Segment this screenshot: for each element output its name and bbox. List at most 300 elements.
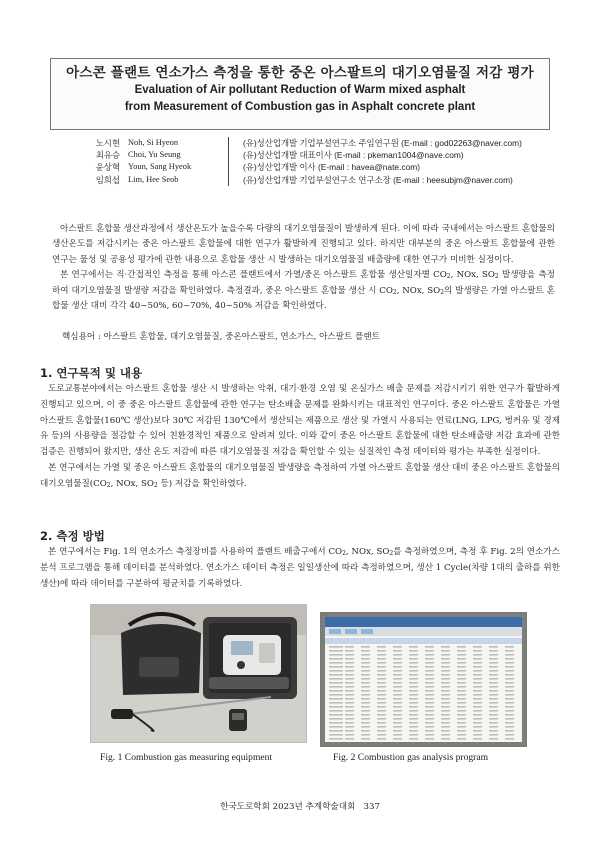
table-cell-placeholder — [473, 666, 482, 668]
table-cell-placeholder — [377, 662, 386, 664]
figure-1-equipment-photo — [90, 604, 307, 743]
table-cell-placeholder — [377, 678, 386, 680]
abstract — [52, 222, 555, 314]
table-cell-placeholder — [441, 698, 450, 700]
keywords: 핵심용어 : 아스팔트 혼합물, 대기오염물질, 중온아스팔트, 연소가스, 아스팔트 플랜트 — [62, 332, 380, 342]
table-cell-placeholder — [409, 666, 418, 668]
table-cell-placeholder — [393, 718, 402, 720]
table-cell-placeholder — [489, 670, 498, 672]
table-cell-placeholder — [361, 690, 370, 692]
table-cell-placeholder — [489, 718, 498, 720]
table-cell-placeholder — [329, 738, 343, 740]
table-cell-placeholder — [361, 730, 370, 732]
table-cell-placeholder — [393, 686, 402, 688]
table-cell-placeholder — [505, 726, 514, 728]
table-cell-placeholder — [377, 658, 386, 660]
table-cell-placeholder — [457, 710, 466, 712]
table-cell-placeholder — [361, 706, 370, 708]
table-cell-placeholder — [489, 702, 498, 704]
author-row — [92, 137, 562, 149]
table-cell-placeholder — [393, 706, 402, 708]
table-cell-placeholder — [505, 654, 514, 656]
table-cell-placeholder — [425, 666, 434, 668]
section-heading-2: 2. 측정 방법 — [40, 529, 105, 543]
table-cell-placeholder — [505, 686, 514, 688]
table-cell-placeholder — [409, 670, 418, 672]
author-row — [92, 149, 562, 161]
table-cell-placeholder — [345, 710, 354, 712]
table-cell-placeholder — [489, 730, 498, 732]
table-cell-placeholder — [441, 714, 450, 716]
table-cell-placeholder — [393, 714, 402, 716]
table-cell-placeholder — [505, 710, 514, 712]
author-affiliation: (유)성산업개발 대표이사 (E-mail : pkeman1004@nave.com) — [243, 150, 464, 161]
table-cell-placeholder — [409, 698, 418, 700]
author-name-korean: 최유승 — [95, 150, 120, 161]
table-cell-placeholder — [489, 678, 498, 680]
table-cell-placeholder — [441, 666, 450, 668]
table-cell-placeholder — [441, 734, 450, 736]
table-cell-placeholder — [393, 702, 402, 704]
table-cell-placeholder — [505, 718, 514, 720]
table-cell-placeholder — [329, 694, 343, 696]
table-cell-placeholder — [329, 710, 343, 712]
table-cell-placeholder — [345, 722, 354, 724]
abstract-paragraph-1: 아스팔트 혼합물 생산과정에서 생산온도가 높을수록 다량의 대기오염물질이 발생하게 된다. 이에 따라 국내에서는 아스팔트 혼합물의 생산온도를 저감시키는 중온 아스팔트 혼합물에 대한 연구가 활발하게 진행되고 있다. 하지만 대부분의 중온 아스팔트 혼합물에 관한 연구는 물성 및 공용성 평가에 관한 내용으로 혼합물 생산 시 발생하는 대기오염물질 배출량에 대한 연구가 미비한 실정이다. — [52, 224, 555, 265]
table-cell-placeholder — [329, 646, 343, 648]
table-cell-placeholder — [409, 686, 418, 688]
table-cell-placeholder — [409, 662, 418, 664]
table-cell-placeholder — [425, 690, 434, 692]
table-cell-placeholder — [441, 702, 450, 704]
table-cell-placeholder — [377, 654, 386, 656]
table-cell-placeholder — [377, 670, 386, 672]
table-cell-placeholder — [505, 694, 514, 696]
table-cell-placeholder — [361, 670, 370, 672]
table-cell-placeholder — [505, 658, 514, 660]
table-cell-placeholder — [489, 650, 498, 652]
table-cell-placeholder — [473, 738, 482, 740]
table-cell-placeholder — [393, 678, 402, 680]
table-cell-placeholder — [409, 694, 418, 696]
table-cell-placeholder — [441, 670, 450, 672]
table-cell-placeholder — [409, 730, 418, 732]
figure-2-caption: Fig. 2 Combustion gas analysis program — [333, 752, 489, 763]
table-cell-placeholder — [489, 646, 498, 648]
table-cell-placeholder — [361, 710, 370, 712]
table-cell-placeholder — [425, 662, 434, 664]
table-cell-placeholder — [425, 710, 434, 712]
table-cell-placeholder — [345, 734, 354, 736]
text-run: , NOx, SO — [450, 270, 495, 281]
table-cell-placeholder — [377, 690, 386, 692]
table-cell-placeholder — [473, 650, 482, 652]
author-list — [92, 137, 562, 186]
table-cell-placeholder — [345, 718, 354, 720]
table-cell-placeholder — [473, 646, 482, 648]
table-cell-placeholder — [345, 658, 354, 660]
table-cell-placeholder — [441, 718, 450, 720]
table-cell-placeholder — [457, 678, 466, 680]
table-cell-placeholder — [409, 726, 418, 728]
table-cell-placeholder — [489, 682, 498, 684]
abstract-paragraph-2 — [52, 268, 555, 314]
table-cell-placeholder — [457, 666, 466, 668]
table-cell-placeholder — [457, 702, 466, 704]
table-cell-placeholder — [409, 706, 418, 708]
table-cell-placeholder — [361, 666, 370, 668]
table-cell-placeholder — [473, 682, 482, 684]
table-cell-placeholder — [441, 650, 450, 652]
table-cell-placeholder — [361, 674, 370, 676]
table-cell-placeholder — [377, 734, 386, 736]
table-cell-placeholder — [361, 694, 370, 696]
equipment-photo-illustration — [91, 605, 306, 742]
table-cell-placeholder — [329, 658, 343, 660]
table-cell-placeholder — [393, 674, 402, 676]
table-cell-placeholder — [329, 722, 343, 724]
table-cell-placeholder — [345, 670, 354, 672]
table-cell-placeholder — [489, 706, 498, 708]
table-cell-placeholder — [345, 662, 354, 664]
table-cell-placeholder — [457, 662, 466, 664]
author-affiliation: (유)성산업개발 이사 (E-mail : havea@nate.com) — [243, 162, 421, 173]
table-cell-placeholder — [489, 738, 498, 740]
table-cell-placeholder — [457, 706, 466, 708]
table-cell-placeholder — [377, 706, 386, 708]
author-name-korean: 윤상혁 — [95, 162, 120, 173]
table-cell-placeholder — [409, 678, 418, 680]
table-cell-placeholder — [473, 706, 482, 708]
table-cell-placeholder — [425, 698, 434, 700]
table-cell-placeholder — [409, 690, 418, 692]
table-cell-placeholder — [393, 682, 402, 684]
table-cell-placeholder — [457, 690, 466, 692]
table-cell-placeholder — [393, 730, 402, 732]
author-row — [92, 161, 562, 173]
table-cell-placeholder — [409, 734, 418, 736]
table-cell-placeholder — [473, 674, 482, 676]
author-name-english: Choi, Yu Seung — [128, 150, 181, 160]
table-cell-placeholder — [409, 714, 418, 716]
table-cell-placeholder — [377, 674, 386, 676]
text-run: , NOx, SO — [345, 547, 390, 557]
table-cell-placeholder — [425, 686, 434, 688]
table-cell-placeholder — [505, 730, 514, 732]
table-cell-placeholder — [489, 666, 498, 668]
page-footer — [0, 800, 600, 812]
author-divider — [228, 161, 239, 173]
table-cell-placeholder — [345, 654, 354, 656]
table-cell-placeholder — [377, 694, 386, 696]
table-cell-placeholder — [361, 698, 370, 700]
table-cell-placeholder — [329, 714, 343, 716]
table-cell-placeholder — [489, 710, 498, 712]
title-english-line2: from Measurement of Combustion gas in Asphalt concrete plant — [124, 101, 476, 113]
table-cell-placeholder — [441, 646, 450, 648]
table-cell-placeholder — [329, 726, 343, 728]
table-cell-placeholder — [425, 646, 434, 648]
table-cell-placeholder — [345, 674, 354, 676]
table-cell-placeholder — [345, 682, 354, 684]
table-cell-placeholder — [441, 694, 450, 696]
table-cell-placeholder — [457, 738, 466, 740]
author-affiliation: (유)성산업개발 기업부설연구소 주임연구원 (E-mail : god02263@naver.com) — [243, 138, 522, 148]
table-cell-placeholder — [441, 682, 450, 684]
table-cell-placeholder — [393, 694, 402, 696]
section-heading-1: 1. 연구목적 및 내용 — [40, 366, 143, 380]
table-cell-placeholder — [361, 722, 370, 724]
text-run: 의 발생량은 가열 아스팔트 혼합물 생산 대비 각각 40~50%, 60~70%, 40~50% 저감을 확인하였다. — [52, 285, 555, 312]
subscript: 2 — [392, 288, 397, 296]
table-cell-placeholder — [457, 714, 466, 716]
table-cell-placeholder — [473, 690, 482, 692]
table-cell-placeholder — [409, 738, 418, 740]
table-cell-placeholder — [377, 722, 386, 724]
table-cell-placeholder — [361, 646, 370, 648]
table-cell-placeholder — [345, 690, 354, 692]
table-cell-placeholder — [457, 722, 466, 724]
table-cell-placeholder — [473, 714, 482, 716]
table-cell-placeholder — [425, 658, 434, 660]
author-divider — [228, 149, 239, 161]
table-cell-placeholder — [377, 730, 386, 732]
table-cell-placeholder — [441, 662, 450, 664]
table-cell-placeholder — [393, 654, 402, 656]
table-cell-placeholder — [505, 702, 514, 704]
table-cell-placeholder — [345, 666, 354, 668]
table-cell-placeholder — [473, 730, 482, 732]
table-cell-placeholder — [505, 650, 514, 652]
table-cell-placeholder — [329, 650, 343, 652]
table-cell-placeholder — [457, 650, 466, 652]
table-cell-placeholder — [473, 710, 482, 712]
table-cell-placeholder — [489, 674, 498, 676]
table-cell-placeholder — [329, 674, 343, 676]
table-cell-placeholder — [377, 702, 386, 704]
section-2-body — [40, 545, 560, 592]
table-cell-placeholder — [393, 666, 402, 668]
subscript: 2 — [446, 273, 451, 281]
table-cell-placeholder — [473, 662, 482, 664]
table-cell-placeholder — [329, 654, 343, 656]
table-cell-placeholder — [377, 710, 386, 712]
table-cell-placeholder — [345, 678, 354, 680]
author-divider — [228, 174, 239, 186]
table-cell-placeholder — [361, 734, 370, 736]
table-cell-placeholder — [361, 714, 370, 716]
table-cell-placeholder — [329, 734, 343, 736]
table-cell-placeholder — [409, 646, 418, 648]
table-cell-placeholder — [329, 718, 343, 720]
table-cell-placeholder — [457, 674, 466, 676]
table-cell-placeholder — [489, 686, 498, 688]
text-run: , NOx, SO — [396, 285, 441, 296]
table-cell-placeholder — [505, 678, 514, 680]
figure-1-caption: Fig. 1 Combustion gas measuring equipment — [100, 752, 273, 763]
author-name-korean: 노시현 — [95, 138, 120, 148]
table-cell-placeholder — [441, 706, 450, 708]
text-run: 등) 저감을 확인하였다. — [157, 478, 247, 489]
table-cell-placeholder — [329, 666, 343, 668]
table-cell-placeholder — [441, 710, 450, 712]
table-cell-placeholder — [361, 738, 370, 740]
table-cell-placeholder — [329, 686, 343, 688]
table-cell-placeholder — [441, 722, 450, 724]
table-cell-placeholder — [473, 658, 482, 660]
table-cell-placeholder — [505, 734, 514, 736]
table-cell-placeholder — [473, 734, 482, 736]
table-cell-placeholder — [425, 654, 434, 656]
table-cell-placeholder — [409, 682, 418, 684]
table-cell-placeholder — [473, 670, 482, 672]
table-cell-placeholder — [489, 662, 498, 664]
table-cell-placeholder — [393, 650, 402, 652]
table-cell-placeholder — [473, 654, 482, 656]
table-cell-placeholder — [489, 714, 498, 716]
subscript: 2 — [389, 550, 394, 557]
table-cell-placeholder — [489, 722, 498, 724]
table-cell-placeholder — [345, 650, 354, 652]
table-cell-placeholder — [409, 718, 418, 720]
table-cell-placeholder — [409, 702, 418, 704]
table-cell-placeholder — [425, 670, 434, 672]
table-cell-placeholder — [473, 694, 482, 696]
section-2-paragraph-1 — [40, 545, 560, 592]
table-cell-placeholder — [425, 650, 434, 652]
author-divider — [228, 137, 239, 149]
table-cell-placeholder — [473, 698, 482, 700]
table-cell-placeholder — [425, 702, 434, 704]
table-cell-placeholder — [393, 670, 402, 672]
table-cell-placeholder — [393, 734, 402, 736]
table-cell-placeholder — [457, 694, 466, 696]
author-name-english: Youn, Sang Hyeok — [128, 162, 192, 172]
table-cell-placeholder — [441, 674, 450, 676]
table-cell-placeholder — [329, 698, 343, 700]
table-cell-placeholder — [441, 686, 450, 688]
author-affiliation: (유)성산업개발 기업부설연구소 연구소장 (E-mail : heesubjm@naver.com) — [243, 174, 513, 185]
author-name-english: Noh, Si Hyeon — [128, 138, 179, 147]
table-cell-placeholder — [393, 646, 402, 648]
table-cell-placeholder — [489, 690, 498, 692]
subscript: 2 — [440, 288, 445, 296]
table-cell-placeholder — [345, 706, 354, 708]
table-cell-placeholder — [377, 686, 386, 688]
table-cell-placeholder — [361, 662, 370, 664]
table-cell-placeholder — [441, 658, 450, 660]
table-cell-placeholder — [505, 722, 514, 724]
table-cell-placeholder — [425, 718, 434, 720]
section-1-paragraph-1: 도로교통분야에서는 아스팔트 혼합물 생산 시 발생하는 악취, 대기·환경 오염 및 온실가스 배출 문제를 저감시키기 위한 연구가 활발하게 진행되고 있으며, 이 중 중온 아스팔트 혼합물에 관한 연구는 탄소배출 문제를 완화시키는 대표적인 연구이다. 중온 아스팔트 혼합물은 가열 아스팔트 혼합물(160℃ 생산)보다 30℃ 저감된 130℃에서 생산되는 제품으로 생산 및 가열시 사용되는 연료(LNG, LPG, 벙커유 및 경제유 등)의 사용량을 절감할 수 있어 친환경적인 제품으로 알려져 있다. 이와 같이 중온 아스팔트 혼합물에 대한 탄소배출량 저감 효과에 관한 검증은 진행되어 왔지만, 생산 온도 저감에 따른 대기오염물질 저감을 확인할 수 있는 실질적인 측정 데이터와 평가는 부족한 실정이다. — [40, 384, 560, 458]
table-cell-placeholder — [361, 658, 370, 660]
table-cell-placeholder — [329, 662, 343, 664]
table-cell-placeholder — [457, 730, 466, 732]
table-cell-placeholder — [345, 694, 354, 696]
table-cell-placeholder — [457, 726, 466, 728]
table-cell-placeholder — [329, 670, 343, 672]
table-cell-placeholder — [377, 726, 386, 728]
table-cell-placeholder — [345, 714, 354, 716]
table-cell-placeholder — [425, 726, 434, 728]
table-cell-placeholder — [425, 694, 434, 696]
table-cell-placeholder — [505, 674, 514, 676]
author-name-english: Lim, Hee Seob — [128, 174, 179, 184]
text-run: 를 측정하였으며, 측정 후 Fig. 2의 연소가스 분석 프로그램을 통해 데이터를 분석하였다. 연소가스 데이터 측정은 일일생산에 따라 측정하였으며, 생산 1 Cycle(차량 1대의 출하를 위한 생산)에 따라 데이터를 구분하여 평균치를 기록하였다. — [40, 547, 560, 589]
table-cell-placeholder — [489, 658, 498, 660]
text-run: 본 연구에서는 Fig. 1의 연소가스 측정장비를 사용하여 플랜트 배출구에서 CO — [48, 547, 343, 557]
text-run: 본 연구에서는 가열 및 중온 아스팔트 혼합물의 대기오염물질 발생량을 측정하여 가열 아스팔트 혼합물 생산 대비 중온 아스팔트 혼합물의 대기오염물질(CO — [40, 462, 560, 489]
table-cell-placeholder — [361, 686, 370, 688]
table-cell-placeholder — [457, 670, 466, 672]
title-box — [50, 58, 550, 130]
table-cell-placeholder — [473, 686, 482, 688]
table-cell-placeholder — [393, 690, 402, 692]
table-cell-placeholder — [329, 690, 343, 692]
program-screenshot-illustration — [321, 613, 526, 746]
table-cell-placeholder — [473, 726, 482, 728]
table-cell-placeholder — [473, 702, 482, 704]
table-cell-placeholder — [425, 714, 434, 716]
table-cell-placeholder — [425, 682, 434, 684]
table-cell-placeholder — [473, 678, 482, 680]
table-cell-placeholder — [489, 654, 498, 656]
table-cell-placeholder — [473, 722, 482, 724]
text-run: 발생량을 측정하여 대기오염물질 발생량 저감을 확인하였다. 측정결과, 중온 아스팔트 혼합물 생산 시 CO — [52, 270, 555, 296]
table-cell-placeholder — [457, 658, 466, 660]
table-cell-placeholder — [345, 726, 354, 728]
table-cell-placeholder — [457, 646, 466, 648]
table-cell-placeholder — [505, 714, 514, 716]
table-cell-placeholder — [377, 682, 386, 684]
table-cell-placeholder — [329, 730, 343, 732]
table-cell-placeholder — [489, 694, 498, 696]
table-cell-placeholder — [361, 718, 370, 720]
table-cell-placeholder — [345, 730, 354, 732]
table-cell-placeholder — [489, 734, 498, 736]
table-cell-placeholder — [345, 702, 354, 704]
table-cell-placeholder — [329, 706, 343, 708]
table-cell-placeholder — [505, 682, 514, 684]
subscript: 2 — [153, 481, 158, 489]
table-cell-placeholder — [505, 646, 514, 648]
table-cell-placeholder — [361, 682, 370, 684]
table-cell-placeholder — [409, 654, 418, 656]
table-cell-placeholder — [441, 730, 450, 732]
table-cell-placeholder — [441, 738, 450, 740]
table-cell-placeholder — [425, 738, 434, 740]
table-cell-placeholder — [457, 734, 466, 736]
author-name-korean: 임희섭 — [95, 174, 120, 185]
section-1-paragraph-2 — [40, 461, 560, 493]
table-cell-placeholder — [377, 698, 386, 700]
table-cell-placeholder — [409, 674, 418, 676]
table-cell-placeholder — [377, 714, 386, 716]
table-cell-placeholder — [505, 662, 514, 664]
table-cell-placeholder — [457, 698, 466, 700]
section-1-body — [40, 382, 560, 493]
table-cell-placeholder — [329, 678, 343, 680]
table-cell-placeholder — [425, 678, 434, 680]
table-cell-placeholder — [393, 658, 402, 660]
table-cell-placeholder — [361, 654, 370, 656]
table-cell-placeholder — [377, 646, 386, 648]
table-cell-placeholder — [457, 686, 466, 688]
table-cell-placeholder — [393, 662, 402, 664]
table-cell-placeholder — [489, 698, 498, 700]
table-cell-placeholder — [505, 706, 514, 708]
table-cell-placeholder — [345, 738, 354, 740]
